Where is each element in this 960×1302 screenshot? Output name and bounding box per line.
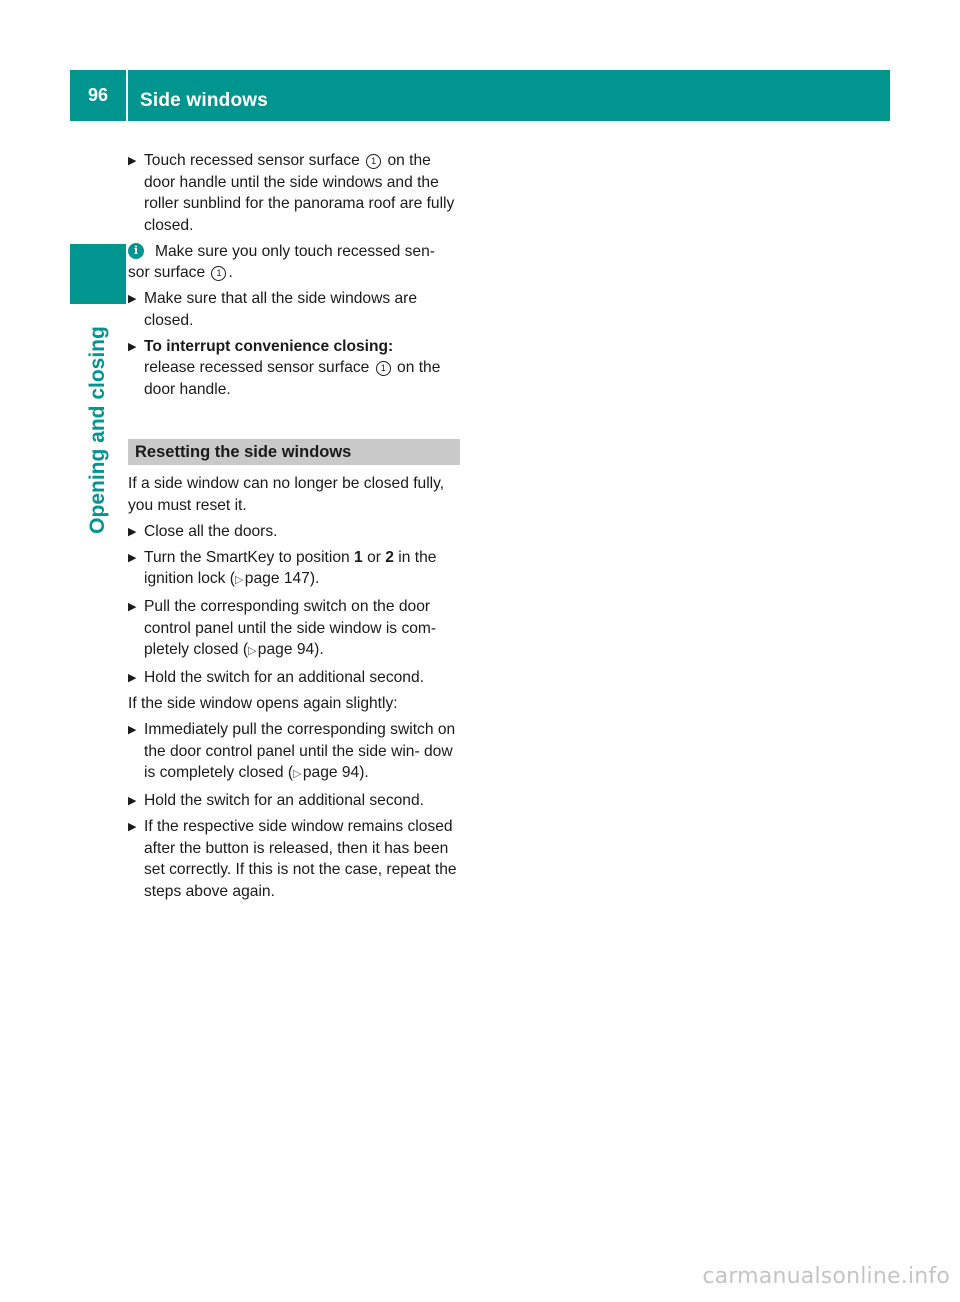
page-ref-icon: ▷: [235, 574, 244, 586]
section-title: Side windows: [140, 90, 269, 111]
instruction-step: ▶ Turn the SmartKey to position 1 or 2 in the ignition lock (▷ page 147).: [128, 548, 437, 587]
chapter-marker-block: [70, 244, 126, 304]
page-ref-icon: ▷: [293, 768, 302, 780]
watermark: carmanualsonline.info: [702, 1264, 950, 1289]
arrow-bullet-icon: ▶: [128, 155, 137, 167]
arrow-bullet-icon: ▶: [128, 551, 137, 564]
page-reference-link[interactable]: page 147: [244, 570, 310, 587]
instruction-step: ▶ Touch recessed sensor surface 1 on the door handle until the side windows and the roller sunblind for the panorama roof are fully closed.: [128, 152, 455, 234]
instruction-step: ▶ Immediately pull the corresponding switch on the door control panel until the side win- dow is completely closed (▷ page 94).: [128, 721, 456, 781]
chapter-side-tab: Opening and closing: [86, 326, 109, 534]
instruction-step: ▶ Hold the switch for an additional second.: [128, 792, 424, 809]
arrow-bullet-icon: ▶: [128, 293, 137, 305]
callout-1-icon: 1: [376, 361, 391, 376]
arrow-bullet-icon: ▶: [128, 672, 137, 684]
intro-paragraph: If a side window can no longer be closed fully, you must reset it.: [128, 475, 445, 514]
arrow-bullet-icon: ▶: [128, 795, 137, 807]
arrow-bullet-icon: ▶: [128, 724, 137, 736]
instruction-step: ▶ Make sure that all the side windows are closed.: [128, 290, 418, 329]
callout-1-icon: 1: [211, 266, 226, 281]
page-number: 96: [87, 85, 109, 105]
arrow-bullet-icon: ▶: [128, 340, 137, 353]
callout-1-icon: 1: [366, 154, 381, 169]
arrow-bullet-icon: ▶: [128, 525, 137, 538]
page-reference-link[interactable]: page 94: [302, 764, 360, 781]
instruction-step-interrupt: ▶ To interrupt convenience closing: release recessed sensor surface 1 on the door handle.: [128, 337, 441, 398]
instruction-step: ▶ Pull the corresponding switch on the door control panel until the side window is com- pletely closed (▷ page 94).: [128, 598, 437, 658]
arrow-bullet-icon: ▶: [128, 821, 137, 833]
main-content: [128, 150, 460, 907]
instruction-step: ▶ If the respective side window remains closed after the button is released, then it has been set correctly. If this is not the case, repeat the steps above again.: [128, 818, 457, 900]
subheading-resetting: Resetting the side windows: [128, 439, 460, 465]
info-icon: i: [128, 243, 144, 259]
instruction-step: ▶ Close all the doors.: [128, 522, 278, 540]
instruction-step: ▶ Hold the switch for an additional second.: [128, 669, 424, 686]
page-reference-link[interactable]: page 94: [257, 641, 315, 658]
interrupt-heading: To interrupt convenience closing:: [144, 337, 394, 355]
condition-paragraph: If the side window opens again slightly:: [128, 695, 398, 712]
header-divider: [126, 70, 128, 121]
page-ref-icon: ▷: [248, 645, 257, 657]
arrow-bullet-icon: ▶: [128, 601, 137, 613]
info-note: i Make sure you only touch recessed sen- sor surface 1 .: [128, 242, 435, 281]
